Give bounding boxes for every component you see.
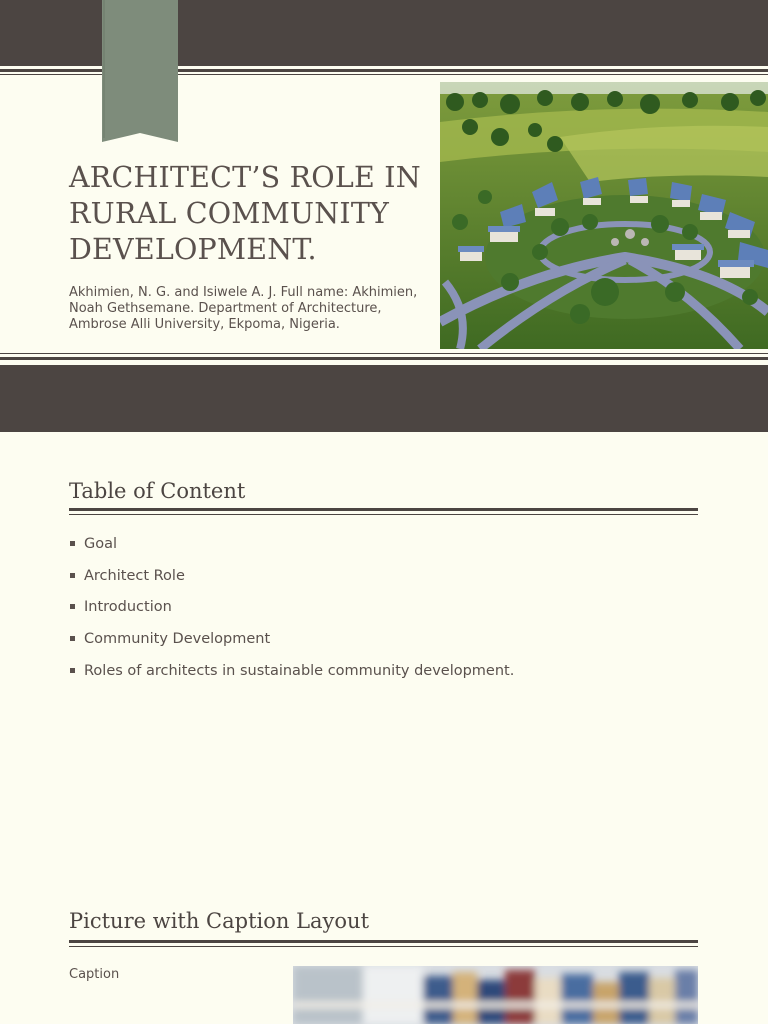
square-bullet-icon: [70, 636, 75, 641]
caption-photo: [293, 966, 698, 1024]
square-bullet-icon: [70, 541, 75, 546]
square-bullet-icon: [70, 668, 75, 673]
ribbon-bookmark-icon: [102, 0, 178, 142]
caption-slide-heading: Picture with Caption Layout: [69, 909, 370, 933]
toc-heading: Table of Content: [69, 479, 246, 503]
title-slide: [0, 0, 768, 432]
square-bullet-icon: [70, 604, 75, 609]
toc-item-label: Roles of architects in sustainable community development.: [84, 662, 515, 679]
toc-heading-rule-thin: [69, 514, 698, 515]
slide-title: ARCHITECT’S ROLE IN RURAL COMMUNITY DEVELOPMENT.: [69, 161, 421, 266]
bottom-rule-thin: [0, 353, 768, 354]
toc-item-goal: [69, 533, 514, 565]
toc-item-label: Introduction: [84, 599, 172, 616]
toc-item-label: Architect Role: [84, 567, 185, 584]
bottom-rule-thick: [0, 357, 768, 360]
content-slides: [0, 432, 768, 1024]
caption-heading-rule-thick: [69, 940, 698, 943]
caption-heading-rule-thin: [69, 946, 698, 947]
toc-item-label: Community Development: [84, 631, 271, 648]
toc-heading-rule-thick: [69, 508, 698, 511]
square-bullet-icon: [70, 573, 75, 578]
toc-item-roles-of-architects: [69, 660, 514, 692]
toc-list: [69, 533, 514, 691]
caption-text: Caption: [69, 967, 120, 982]
toc-item-community-development: [69, 628, 514, 660]
bottom-band: [0, 365, 768, 432]
rural-community-photo: [440, 82, 768, 349]
toc-item-introduction: [69, 596, 514, 628]
toc-item-architect-role: [69, 565, 514, 597]
author-affiliation: Akhimien, N. G. and Isiwele A. J. Full name: Akhimien, Noah Gethsemane. Department of Architecture, Ambrose Alli University, Ekpoma, Nigeria.: [69, 285, 418, 332]
toc-item-label: Goal: [84, 536, 118, 552]
